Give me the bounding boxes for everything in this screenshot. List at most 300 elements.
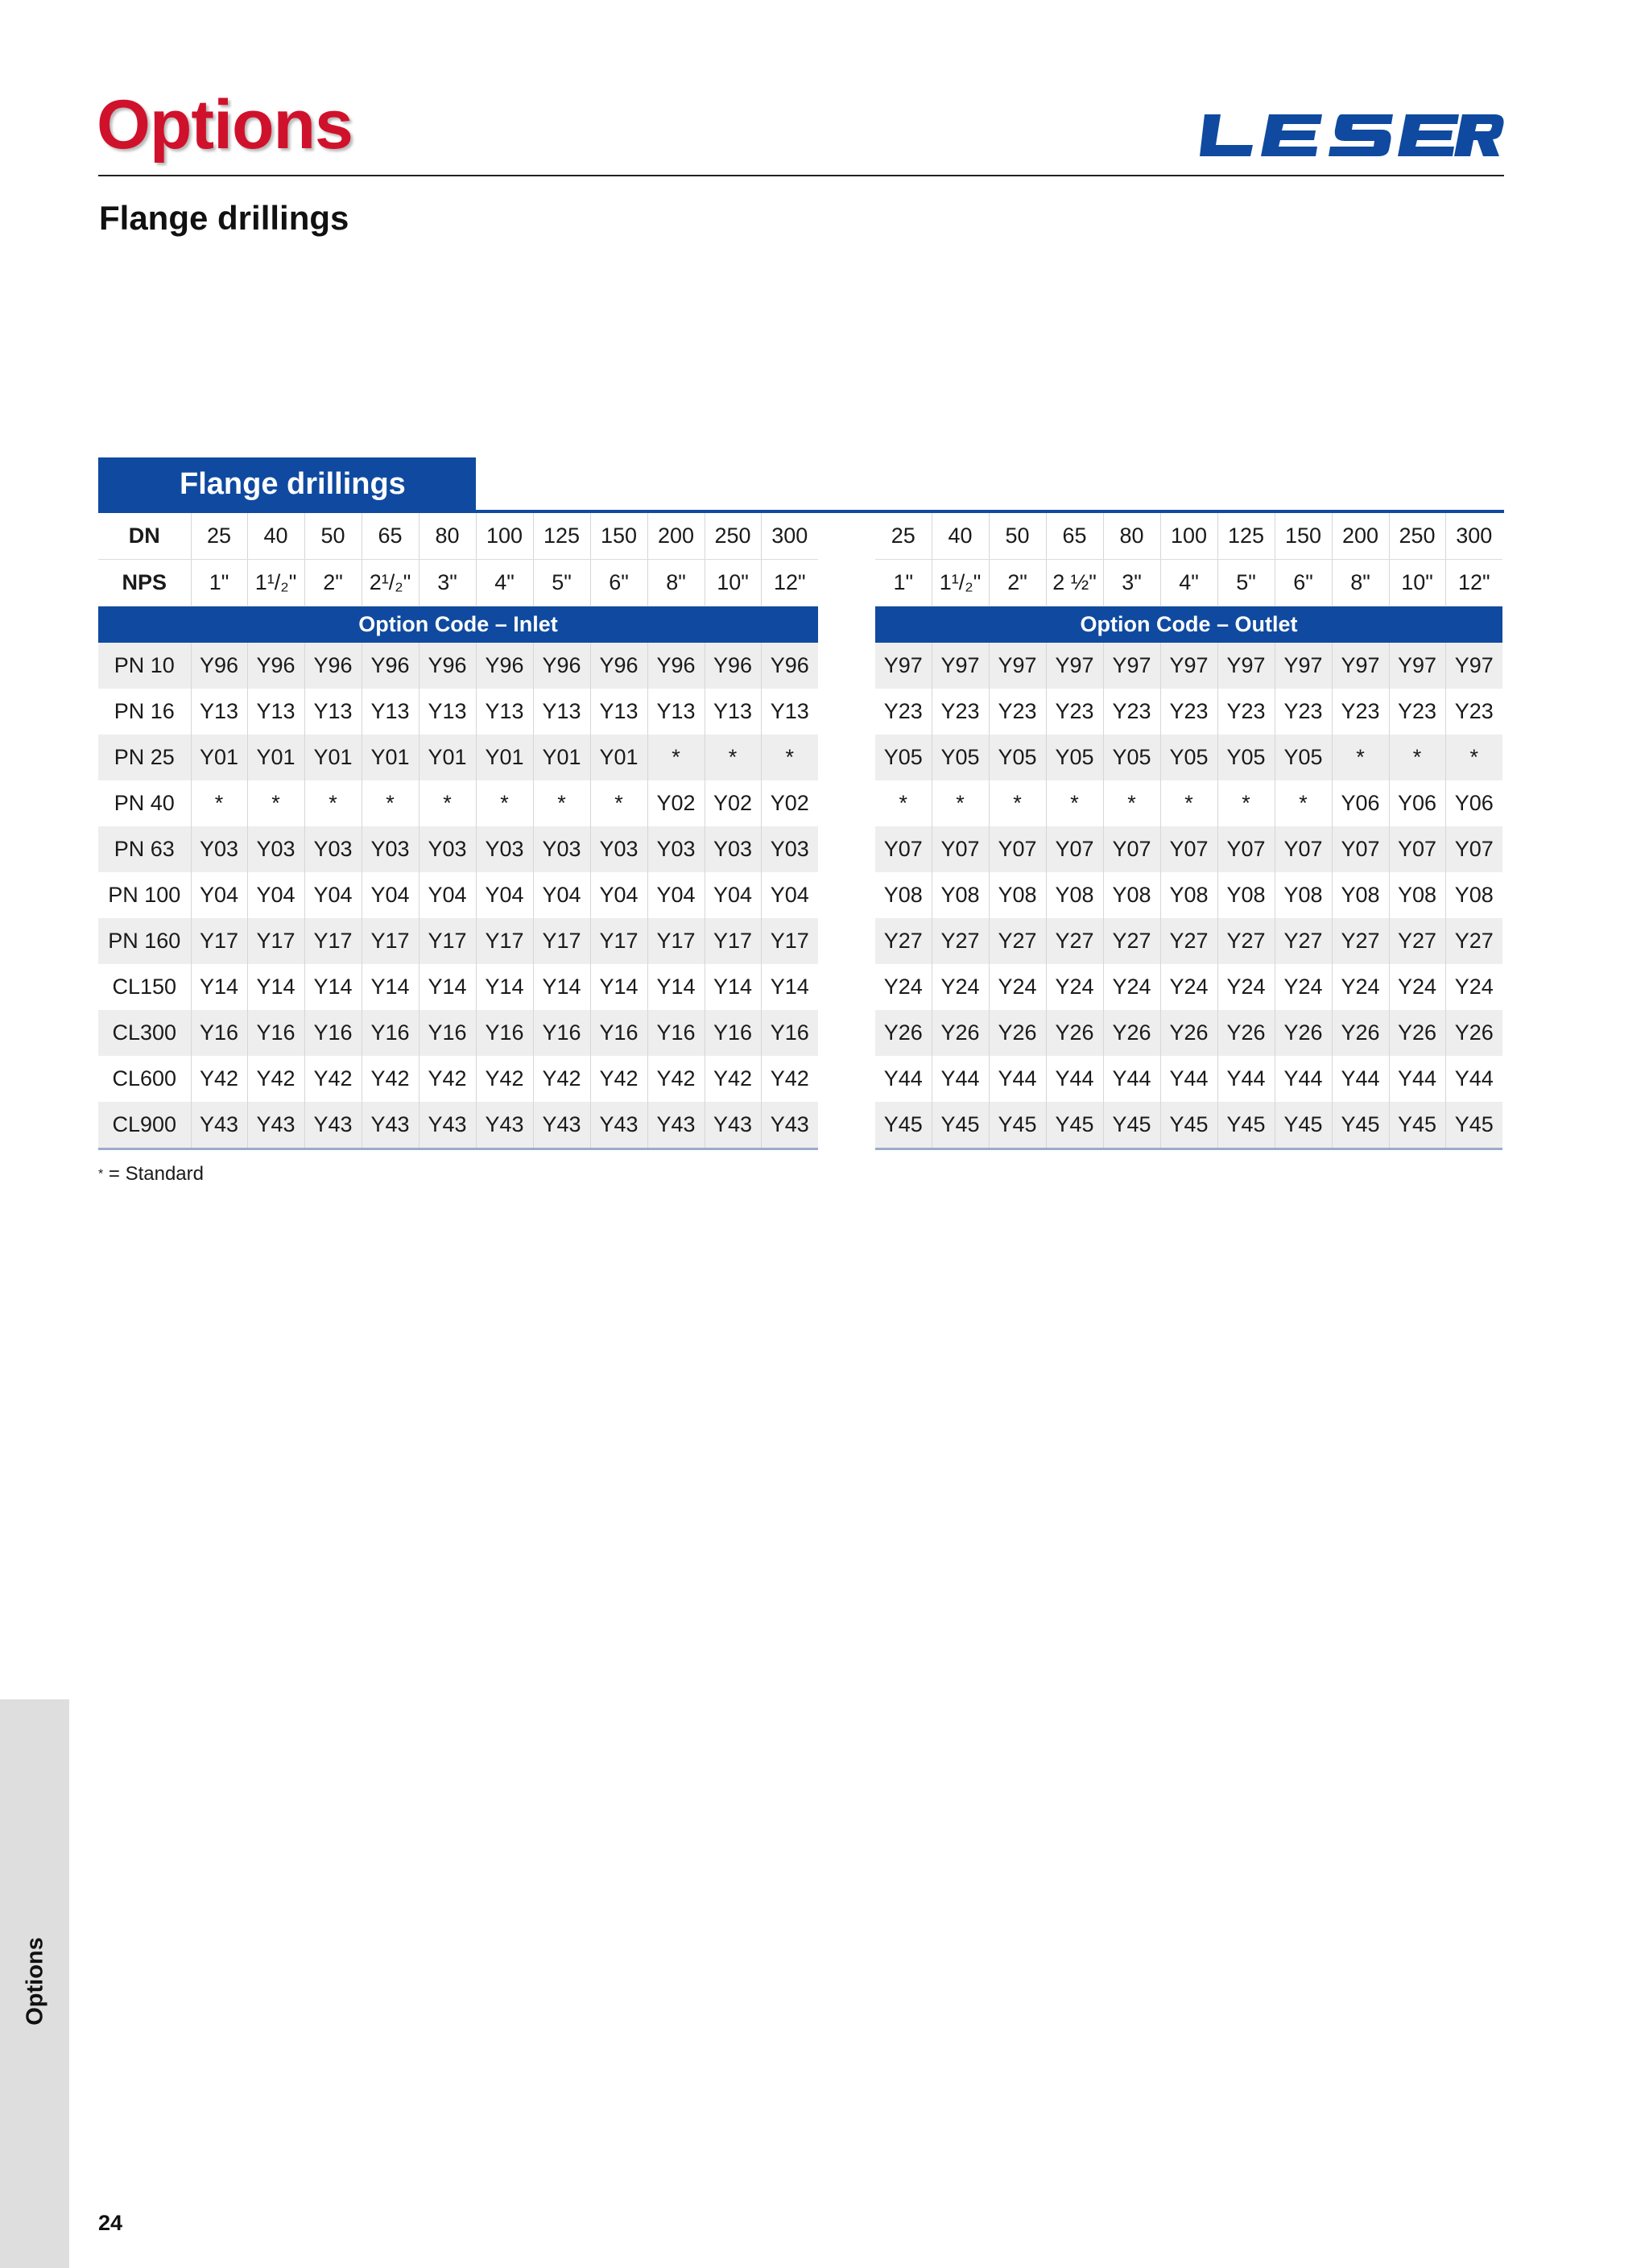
inlet-option-code-cell: Y14 (304, 964, 362, 1010)
outlet-option-code-cell: Y26 (932, 1010, 989, 1056)
inlet-nps-cell: 8" (647, 560, 705, 606)
outlet-option-code-cell: Y26 (1275, 1010, 1332, 1056)
outlet-option-code-cell: Y45 (1445, 1102, 1502, 1149)
table-row (875, 643, 1502, 689)
outlet-option-code-cell: Y26 (1332, 1010, 1389, 1056)
outlet-option-code-cell: Y24 (932, 964, 989, 1010)
outlet-option-code-cell: Y07 (1046, 826, 1103, 872)
outlet-option-code-cell: * (1332, 735, 1389, 780)
outlet-option-code-cell: Y97 (1445, 643, 1502, 689)
pressure-rating-label: PN 40 (114, 791, 175, 815)
inlet-option-code-cell: Y14 (705, 964, 761, 1010)
section-subtitle: Flange drillings (99, 199, 349, 237)
inlet-option-code-cell: Y43 (304, 1102, 362, 1149)
inlet-option-code-cell: Y16 (247, 1010, 304, 1056)
outlet-option-code-cell: * (1046, 780, 1103, 826)
inlet-option-code-cell: Y17 (191, 918, 247, 964)
inlet-option-code-cell: Y03 (476, 826, 533, 872)
inlet-option-code-cell: Y13 (590, 689, 647, 735)
inlet-option-code-cell: Y03 (247, 826, 304, 872)
outlet-option-code-cell: * (899, 791, 907, 815)
outlet-option-code-cell: Y27 (1389, 918, 1445, 964)
outlet-option-code-cell: Y23 (1445, 689, 1502, 735)
table-row (875, 964, 1502, 1010)
outlet-option-code-cell: Y26 (1103, 1010, 1160, 1056)
inlet-option-code-cell: Y96 (590, 643, 647, 689)
outlet-option-code-cell: Y23 (1160, 689, 1217, 735)
inlet-option-code-cell: Y43 (705, 1102, 761, 1149)
inlet-option-code-cell: Y43 (590, 1102, 647, 1149)
table-row (98, 735, 818, 780)
inlet-option-code-cell: Y16 (419, 1010, 476, 1056)
outlet-option-code-cell: * (1389, 735, 1445, 780)
inlet-dn-cell: 65 (362, 513, 419, 560)
inlet-dn-cell: 300 (761, 513, 818, 560)
inlet-option-code-cell: Y43 (247, 1102, 304, 1149)
outlet-option-code-cell: Y06 (1389, 780, 1445, 826)
outlet-option-code-cell: Y26 (1160, 1010, 1217, 1056)
outlet-nps-cell: 5" (1217, 560, 1275, 606)
outlet-option-code-cell: Y07 (989, 826, 1046, 872)
outlet-option-code-cell: Y08 (1275, 872, 1332, 918)
inlet-option-code-cell: Y16 (761, 1010, 818, 1056)
inlet-option-code-cell: * (647, 735, 705, 780)
inlet-option-code-cell: Y02 (705, 780, 761, 826)
table-row (875, 918, 1502, 964)
outlet-dn-cell: 40 (932, 513, 989, 560)
table-row (875, 1056, 1502, 1102)
inlet-option-code-cell: Y04 (705, 872, 761, 918)
inlet-option-code-cell: Y01 (476, 735, 533, 780)
table-row (875, 735, 1502, 780)
outlet-option-code-cell: Y07 (1445, 826, 1502, 872)
inlet-option-code-cell: Y17 (533, 918, 590, 964)
inlet-option-code-cell: Y43 (362, 1102, 419, 1149)
inlet-option-code-cell: * (590, 780, 647, 826)
outlet-nps-cell: 3" (1103, 560, 1160, 606)
inlet-option-code-cell: Y03 (362, 826, 419, 872)
outlet-option-code-cell: * (1103, 780, 1160, 826)
outlet-option-code-cell: Y05 (932, 735, 989, 780)
outlet-option-code-cell: Y23 (1217, 689, 1275, 735)
inlet-option-code-cell: Y03 (419, 826, 476, 872)
outlet-option-code-cell: Y24 (1389, 964, 1445, 1010)
inlet-dn-row (98, 513, 818, 560)
page-number: 24 (98, 2211, 123, 2235)
inlet-option-code-cell: Y17 (304, 918, 362, 964)
outlet-dn-row (875, 513, 1502, 560)
inlet-option-code-cell: Y03 (590, 826, 647, 872)
outlet-option-code-cell: * (1160, 780, 1217, 826)
outlet-dn-cell: 65 (1046, 513, 1103, 560)
inlet-option-code-cell: Y04 (362, 872, 419, 918)
table-row (98, 826, 818, 872)
outlet-option-code-cell: Y44 (1275, 1056, 1332, 1102)
inlet-option-code-cell: Y42 (247, 1056, 304, 1102)
outlet-option-code-cell: Y08 (1103, 872, 1160, 918)
pressure-rating-label: PN 160 (98, 918, 191, 964)
outlet-option-code-cell: Y44 (989, 1056, 1046, 1102)
outlet-option-code-cell: Y26 (875, 1010, 932, 1056)
inlet-option-code-cell: Y01 (191, 735, 247, 780)
outlet-option-code-cell: Y45 (1103, 1102, 1160, 1149)
inlet-option-code-cell: Y16 (362, 1010, 419, 1056)
outlet-option-code-cell: Y23 (1332, 689, 1389, 735)
side-section-tab-label: Options (22, 1937, 48, 2026)
outlet-option-code-cell: Y97 (875, 643, 932, 689)
outlet-option-code-cell: Y08 (1160, 872, 1217, 918)
inlet-option-code-cell: Y02 (647, 780, 705, 826)
page-title: Options (97, 86, 353, 163)
outlet-option-code-cell: Y24 (1046, 964, 1103, 1010)
outlet-option-code-cell: Y97 (932, 643, 989, 689)
outlet-option-code-cell: Y23 (1389, 689, 1445, 735)
inlet-dn-cell: 200 (647, 513, 705, 560)
outlet-option-code-cell: Y08 (1332, 872, 1389, 918)
outlet-option-code-cell: * (1445, 735, 1502, 780)
table-row (875, 826, 1502, 872)
pressure-rating-label: CL900 (98, 1102, 191, 1149)
outlet-option-code-cell: Y27 (1103, 918, 1160, 964)
outlet-dn-cell: 150 (1275, 513, 1332, 560)
table-row (98, 689, 818, 735)
outlet-option-code-cell: Y24 (1332, 964, 1389, 1010)
outlet-option-code-cell: Y26 (1217, 1010, 1275, 1056)
outlet-option-code-cell: Y26 (1445, 1010, 1502, 1056)
inlet-option-code-cell: * (247, 780, 304, 826)
outlet-option-code-cell: Y44 (1389, 1056, 1445, 1102)
pressure-rating-label: PN 16 (114, 699, 175, 723)
outlet-option-code-cell: * (1275, 780, 1332, 826)
inlet-option-code-cell: Y43 (647, 1102, 705, 1149)
inlet-option-code-cell: Y42 (533, 1056, 590, 1102)
table-row (98, 872, 818, 918)
outlet-option-code-cell: Y27 (932, 918, 989, 964)
outlet-option-code-cell: Y08 (1046, 872, 1103, 918)
table-row (98, 964, 818, 1010)
inlet-option-code-cell: Y02 (761, 780, 818, 826)
outlet-option-code-cell: Y23 (989, 689, 1046, 735)
outlet-option-code-cell: Y44 (1217, 1056, 1275, 1102)
outlet-option-code-cell: Y07 (1217, 826, 1275, 872)
inlet-option-code-cell: Y14 (476, 964, 533, 1010)
outlet-nps-cell: 12" (1445, 560, 1502, 606)
outlet-option-code-cell: Y07 (932, 826, 989, 872)
outlet-option-code-cell: Y97 (1217, 643, 1275, 689)
outlet-option-code-cell: Y07 (1160, 826, 1217, 872)
inlet-option-code-cell: Y13 (419, 689, 476, 735)
inlet-option-code-cell: Y14 (419, 964, 476, 1010)
inlet-option-code-cell: Y96 (419, 643, 476, 689)
leser-logo (1200, 114, 1504, 156)
footnote (98, 1165, 204, 1184)
footnote-text: = Standard (103, 1163, 204, 1185)
inlet-option-code-cell: Y43 (419, 1102, 476, 1149)
outlet-option-code-cell: Y08 (1389, 872, 1445, 918)
dn-row-label: DN (98, 513, 191, 560)
outlet-nps-row (875, 560, 1502, 606)
outlet-option-code-cell: Y45 (1160, 1102, 1217, 1149)
inlet-option-code-cell: Y13 (362, 689, 419, 735)
inlet-dn-cell: 250 (705, 513, 761, 560)
outlet-nps-cell: 1" (875, 560, 932, 606)
table-row (875, 689, 1502, 735)
inlet-option-code-cell: Y04 (476, 872, 533, 918)
outlet-option-code-cell: Y27 (1046, 918, 1103, 964)
table-row (875, 1010, 1502, 1056)
inlet-option-code-cell: Y42 (362, 1056, 419, 1102)
inlet-option-code-cell: Y17 (761, 918, 818, 964)
inlet-option-code-cell: * (362, 780, 419, 826)
leser-logo-letters (1200, 114, 1504, 156)
outlet-nps-cell: 2" (989, 560, 1046, 606)
inlet-option-code-cell: Y96 (247, 643, 304, 689)
inlet-option-code-cell: Y96 (647, 643, 705, 689)
outlet-option-code-cell: Y45 (1046, 1102, 1103, 1149)
table-row (98, 1102, 818, 1149)
outlet-dn-cell: 50 (989, 513, 1046, 560)
outlet-table-container (875, 513, 1502, 1150)
outlet-dn-cell: 200 (1332, 513, 1389, 560)
table-label: Flange drillings (98, 457, 476, 511)
table-row (98, 918, 818, 964)
inlet-option-code-cell: Y13 (191, 689, 247, 735)
inlet-option-code-cell: Y16 (304, 1010, 362, 1056)
outlet-option-code-cell: Y08 (883, 883, 923, 907)
inlet-option-code-cell: Y96 (191, 643, 247, 689)
outlet-option-code-cell: Y27 (1160, 918, 1217, 964)
outlet-option-code-cell: Y07 (1332, 826, 1389, 872)
outlet-option-code-cell: Y07 (875, 826, 932, 872)
outlet-option-code-cell: Y44 (1160, 1056, 1217, 1102)
inlet-option-code-cell: Y96 (304, 643, 362, 689)
inlet-option-code-cell: Y14 (191, 964, 247, 1010)
inlet-option-code-cell: Y17 (705, 918, 761, 964)
inlet-nps-cell: 2" (304, 560, 362, 606)
inlet-option-code-cell: Y03 (705, 826, 761, 872)
footnote-asterisk: * (98, 1167, 104, 1182)
inlet-option-code-cell: Y04 (419, 872, 476, 918)
outlet-option-code-cell: Y08 (1445, 872, 1502, 918)
inlet-option-code-cell: Y43 (761, 1102, 818, 1149)
outlet-dn-cell: 25 (875, 513, 932, 560)
inlet-option-code-cell: Y14 (590, 964, 647, 1010)
outlet-option-code-cell: Y26 (989, 1010, 1046, 1056)
inlet-option-code-cell: Y03 (191, 826, 247, 872)
nps-row-label: NPS (98, 560, 191, 606)
outlet-option-code-cell: Y45 (989, 1102, 1046, 1149)
inlet-option-code-cell: Y42 (304, 1056, 362, 1102)
pressure-rating-label: CL600 (112, 1066, 177, 1091)
outlet-nps-cell: 1¹/₂" (932, 560, 989, 606)
inlet-option-code-cell: Y04 (191, 872, 247, 918)
inlet-option-code-cell: Y96 (476, 643, 533, 689)
outlet-option-code-cell: Y08 (1217, 872, 1275, 918)
pressure-rating-label: CL300 (98, 1010, 191, 1056)
inlet-option-code-cell: Y17 (590, 918, 647, 964)
inlet-nps-cell: 6" (590, 560, 647, 606)
inlet-option-code-cell: Y14 (362, 964, 419, 1010)
outlet-dn-cell: 300 (1445, 513, 1502, 560)
inlet-option-code-cell: Y13 (647, 689, 705, 735)
outlet-option-code-cell: Y44 (1103, 1056, 1160, 1102)
pressure-rating-label: PN 63 (98, 826, 191, 872)
inlet-dn-cell: 25 (191, 513, 247, 560)
inlet-option-code-cell: Y96 (705, 643, 761, 689)
inlet-option-code-cell: Y17 (247, 918, 304, 964)
inlet-option-code-cell: Y13 (247, 689, 304, 735)
outlet-option-code-cell: Y27 (1275, 918, 1332, 964)
inlet-option-code-cell: Y96 (533, 643, 590, 689)
outlet-nps-cell: 10" (1389, 560, 1445, 606)
inlet-option-code-cell: Y01 (533, 735, 590, 780)
inlet-option-code-cell: Y13 (705, 689, 761, 735)
outlet-option-code-cell: Y45 (932, 1102, 989, 1149)
outlet-option-code-cell: Y97 (1103, 643, 1160, 689)
outlet-option-code-cell: Y45 (1275, 1102, 1332, 1149)
inlet-option-code-cell: Y03 (761, 826, 818, 872)
outlet-option-code-cell: Y05 (1103, 735, 1160, 780)
inlet-option-code-cell: Y96 (362, 643, 419, 689)
inlet-nps-row (98, 560, 818, 606)
outlet-option-code-cell: Y44 (932, 1056, 989, 1102)
outlet-nps-cell: 6" (1275, 560, 1332, 606)
table-row (98, 780, 818, 826)
outlet-option-code-cell: Y05 (989, 735, 1046, 780)
table-row (98, 1056, 818, 1102)
outlet-option-code-cell: Y45 (1332, 1102, 1389, 1149)
inlet-option-code-cell: Y16 (590, 1010, 647, 1056)
outlet-option-code-cell: Y24 (1160, 964, 1217, 1010)
inlet-dn-cell: 50 (304, 513, 362, 560)
pressure-rating-label: PN 100 (108, 883, 181, 907)
inlet-option-code-cell: Y14 (533, 964, 590, 1010)
outlet-option-code-cell: Y97 (989, 643, 1046, 689)
outlet-option-code-cell: Y27 (1217, 918, 1275, 964)
inlet-nps-cell: 4" (476, 560, 533, 606)
inlet-option-code-cell: Y42 (705, 1056, 761, 1102)
inlet-nps-cell: 1¹/₂" (247, 560, 304, 606)
outlet-option-code-cell: * (989, 780, 1046, 826)
inlet-option-code-cell: Y03 (304, 826, 362, 872)
outlet-nps-cell: 2 ½" (1046, 560, 1103, 606)
inlet-dn-cell: 80 (419, 513, 476, 560)
inlet-option-code-cell: * (419, 780, 476, 826)
outlet-dn-cell: 250 (1389, 513, 1445, 560)
inlet-option-code-cell: Y16 (476, 1010, 533, 1056)
inlet-option-code-cell: Y14 (647, 964, 705, 1010)
inlet-dn-cell: 150 (590, 513, 647, 560)
inlet-option-code-cell: Y42 (647, 1056, 705, 1102)
inlet-option-code-cell: * (191, 780, 247, 826)
inlet-option-code-cell: Y17 (476, 918, 533, 964)
outlet-option-code-title: Option Code – Outlet (875, 606, 1502, 644)
outlet-option-code-cell: Y23 (1275, 689, 1332, 735)
table-row (875, 1102, 1502, 1149)
outlet-option-code-cell: Y26 (1389, 1010, 1445, 1056)
pressure-rating-label: PN 25 (98, 735, 191, 780)
inlet-option-code-cell: * (304, 780, 362, 826)
outlet-option-code-cell: * (932, 780, 989, 826)
outlet-option-code-cell: Y24 (989, 964, 1046, 1010)
inlet-option-code-cell: Y17 (362, 918, 419, 964)
header-rule (98, 175, 1504, 176)
inlet-dn-cell: 125 (533, 513, 590, 560)
outlet-option-code-cell: Y24 (1275, 964, 1332, 1010)
outlet-option-code-cell: Y27 (989, 918, 1046, 964)
outlet-option-code-cell: Y23 (883, 699, 923, 723)
outlet-option-code-cell: Y97 (1332, 643, 1389, 689)
outlet-option-code-band (875, 606, 1502, 644)
inlet-option-code-cell: Y01 (590, 735, 647, 780)
outlet-option-code-cell: Y26 (1046, 1010, 1103, 1056)
outlet-option-code-cell: Y07 (1275, 826, 1332, 872)
outlet-option-code-cell: Y05 (1046, 735, 1103, 780)
inlet-option-code-cell: Y04 (247, 872, 304, 918)
pressure-rating-label: PN 10 (98, 643, 191, 689)
outlet-option-code-cell: Y44 (883, 1066, 923, 1091)
inlet-option-code-cell: Y14 (247, 964, 304, 1010)
outlet-nps-cell: 8" (1332, 560, 1389, 606)
inlet-table-container (98, 513, 818, 1150)
inlet-option-code-cell: * (476, 780, 533, 826)
inlet-option-code-cell: Y14 (761, 964, 818, 1010)
outlet-option-code-cell: Y45 (1217, 1102, 1275, 1149)
inlet-option-code-cell: Y42 (590, 1056, 647, 1102)
inlet-dn-cell: 100 (476, 513, 533, 560)
outlet-dn-cell: 80 (1103, 513, 1160, 560)
inlet-option-code-cell: Y16 (705, 1010, 761, 1056)
table-row (875, 872, 1502, 918)
inlet-option-code-cell: Y01 (362, 735, 419, 780)
outlet-dn-cell: 100 (1160, 513, 1217, 560)
outlet-option-code-cell: Y05 (1217, 735, 1275, 780)
outlet-option-code-cell: * (1217, 780, 1275, 826)
inlet-option-code-cell: Y17 (419, 918, 476, 964)
inlet-option-code-cell: Y01 (304, 735, 362, 780)
inlet-nps-cell: 10" (705, 560, 761, 606)
inlet-option-code-cell: Y01 (419, 735, 476, 780)
outlet-option-code-cell: Y05 (1160, 735, 1217, 780)
outlet-option-code-cell: Y44 (1445, 1056, 1502, 1102)
outlet-option-code-cell: Y06 (1332, 780, 1389, 826)
inlet-option-code-cell: Y04 (304, 872, 362, 918)
outlet-option-code-cell: Y07 (1103, 826, 1160, 872)
inlet-option-code-cell: Y42 (191, 1056, 247, 1102)
inlet-option-code-cell: Y42 (476, 1056, 533, 1102)
outlet-option-code-cell: Y23 (1046, 689, 1103, 735)
inlet-option-code-cell: Y43 (476, 1102, 533, 1149)
outlet-option-code-cell: Y97 (1046, 643, 1103, 689)
inlet-option-code-cell: Y16 (533, 1010, 590, 1056)
table-row (98, 1010, 818, 1056)
outlet-option-code-cell: Y24 (1103, 964, 1160, 1010)
outlet-option-code-cell: Y24 (883, 975, 923, 999)
inlet-nps-cell: 2¹/₂" (362, 560, 419, 606)
table-row (98, 643, 818, 689)
inlet-option-code-cell: Y16 (647, 1010, 705, 1056)
outlet-option-code-cell: Y97 (1160, 643, 1217, 689)
outlet-dn-cell: 125 (1217, 513, 1275, 560)
inlet-option-code-cell: Y16 (191, 1010, 247, 1056)
outlet-option-code-cell: Y24 (1445, 964, 1502, 1010)
inlet-option-code-cell: Y04 (533, 872, 590, 918)
inlet-option-code-cell: Y17 (647, 918, 705, 964)
outlet-option-code-cell: Y27 (875, 918, 932, 964)
outlet-option-code-cell: Y44 (1046, 1056, 1103, 1102)
inlet-nps-cell: 3" (419, 560, 476, 606)
inlet-option-code-cell: Y96 (761, 643, 818, 689)
